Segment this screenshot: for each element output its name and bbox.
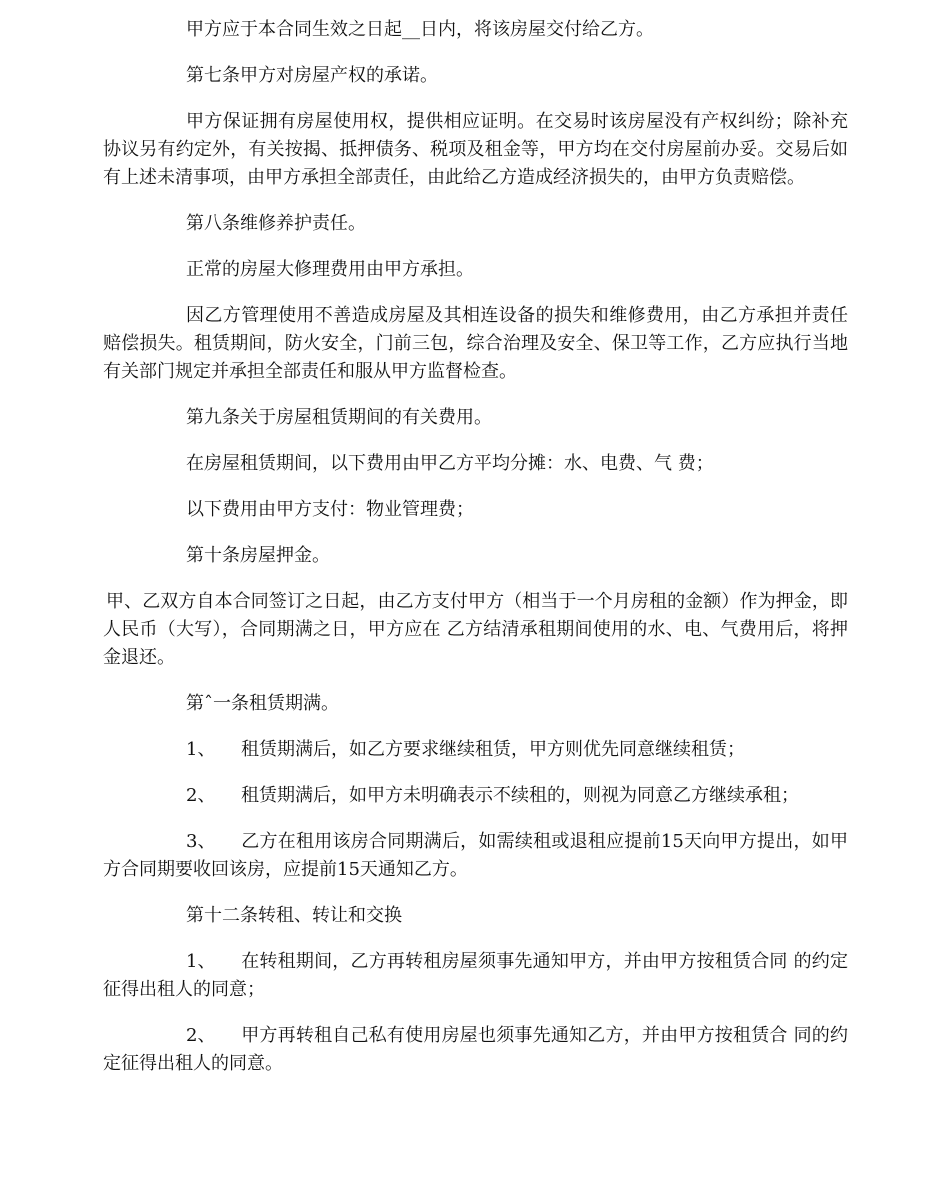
list-item-number: 2、	[186, 785, 216, 806]
list-item-number: 1、	[186, 951, 216, 972]
document-page	[103, 16, 848, 1096]
paragraph-article-10: 甲、乙双方自本合同签订之日起，由乙方支付甲方（相当于一个月房租的金额）作为押金，即人民币（大写），合同期满之日，甲方应在 乙方结清承租期间使用的水、电、气费用后，将押金退还。	[103, 591, 848, 668]
list-item-number: 3、	[186, 831, 216, 852]
list-item	[103, 1022, 848, 1078]
paragraph-article-9-shared: 在房屋租赁期间，以下费用由甲乙方平均分摊：水、电费、气 费；	[186, 453, 714, 474]
heading-article-7: 第七条甲方对房屋产权的承诺。	[186, 65, 438, 86]
list-item-text: 乙方在租用该房合同期满后，如需续租或退租应提前15天向甲方提出，如甲方合同期要收回该房，应提前15天通知乙方。	[103, 831, 848, 880]
list-item	[103, 736, 848, 764]
list-item	[103, 782, 848, 810]
paragraph-delivery: 甲方应于本合同生效之日起__日内，将该房屋交付给乙方。	[186, 19, 654, 40]
paragraph-article-7: 甲方保证拥有房屋使用权，提供相应证明。在交易时该房屋没有产权纠纷；除补充协议另有约定外，有关按揭、抵押债务、税项及租金等，甲方均在交付房屋前办妥。交易后如有上述未清事项，由甲方承担全部责任，由此给乙方造成经济损失的，由甲方负责赔偿。	[103, 111, 848, 188]
paragraph-article-9-landlord: 以下费用由甲方支付：物业管理费；	[186, 499, 474, 520]
list-item-text: 甲方再转租自己私有使用房屋也须事先通知乙方，并由甲方按租赁合 同的约定征得出租人的同意。	[103, 1025, 848, 1074]
heading-article-12: 第十二条转租、转让和交换	[186, 905, 402, 926]
list-item	[103, 828, 848, 884]
heading-article-8: 第八条维修养护责任。	[186, 213, 366, 234]
list-item-number: 2、	[186, 1025, 216, 1046]
paragraph-article-8-repair: 正常的房屋大修理费用由甲方承担。	[186, 259, 474, 280]
heading-article-10: 第十条房屋押金。	[186, 545, 330, 566]
paragraph-article-8-liability: 因乙方管理使用不善造成房屋及其相连设备的损失和维修费用，由乙方承担并责任赔偿损失。租赁期间，防火安全，门前三包，综合治理及安全、保卫等工作，乙方应执行当地有关部门规定并承担全部责任和服从甲方监督检查。	[103, 305, 848, 382]
list-item-text: 在转租期间，乙方再转租房屋须事先通知甲方，并由甲方按租赁合同 的约定征得出租人的同意；	[103, 951, 848, 1000]
heading-article-11: 第ˆ一条租赁期满。	[186, 693, 339, 714]
list-item-text: 租赁期满后，如乙方要求继续租赁，甲方则优先同意继续租赁；	[241, 739, 745, 760]
heading-article-9: 第九条关于房屋租赁期间的有关费用。	[186, 407, 492, 428]
list-item-number: 1、	[186, 739, 216, 760]
list-item-text: 租赁期满后，如甲方未明确表示不续租的，则视为同意乙方继续承租；	[241, 785, 799, 806]
list-item	[103, 948, 848, 1004]
